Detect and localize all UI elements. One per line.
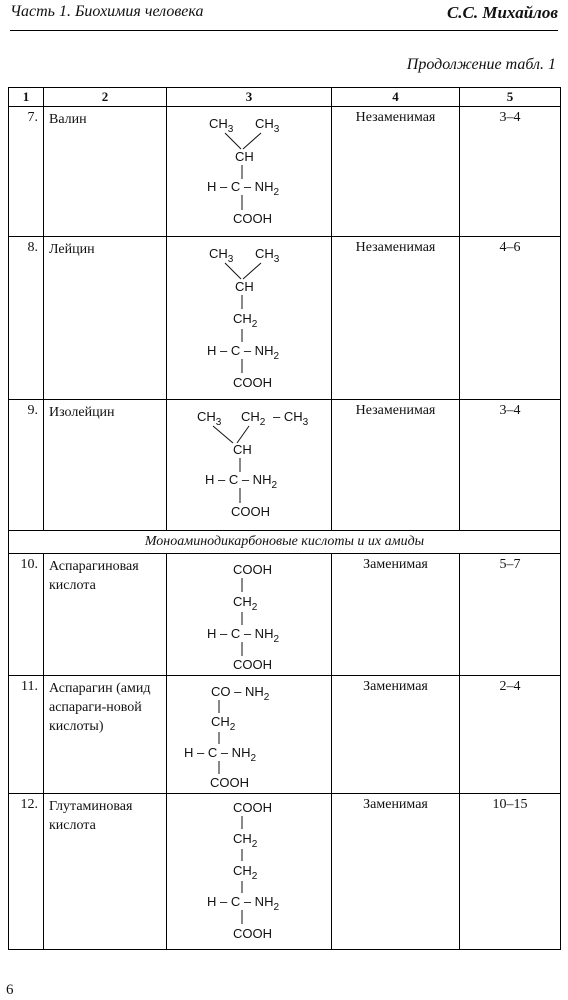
svg-text:CH3: $CH_3$	[209, 116, 234, 135]
structural-formula	[167, 107, 332, 237]
column-header: 4	[332, 88, 460, 107]
leucine-formula	[167, 237, 332, 397]
table-row	[9, 237, 561, 400]
amino-acid-name: Глутаминовая кислота	[44, 794, 167, 950]
row-number: 12.	[9, 794, 44, 950]
svg-text:H – C – NH2: H – C – $NH_2$	[184, 745, 257, 764]
amino-acid-name: Аспарагиновая кислота	[44, 554, 167, 676]
svg-text:CH: CH	[235, 279, 254, 294]
svg-text:CO – NH2: CO – $NH_2$	[211, 684, 270, 703]
amino-acid-name: Валин	[44, 107, 167, 237]
essentiality: Незаменимая	[332, 107, 460, 237]
column-header: 1	[9, 88, 44, 107]
svg-text:CH2: $CH_2$	[233, 863, 258, 882]
svg-text:COOH: COOH	[231, 504, 270, 519]
daily-requirement: 3–4	[460, 400, 561, 531]
table-row	[9, 794, 561, 950]
table-row	[9, 676, 561, 794]
svg-text:CH2: $CH_2$	[241, 409, 266, 428]
section-row	[9, 531, 561, 554]
svg-text:CH3: $CH_3$	[255, 246, 280, 265]
essentiality: Заменимая	[332, 554, 460, 676]
table-header-row	[9, 88, 561, 107]
svg-text:CH: CH	[233, 442, 252, 457]
amino-acid-name: Лейцин	[44, 237, 167, 400]
structural-formula	[167, 400, 332, 531]
column-header: 3	[167, 88, 332, 107]
svg-text:CH3: $CH_3$	[209, 246, 234, 265]
daily-requirement: 5–7	[460, 554, 561, 676]
asparagine-formula	[167, 676, 332, 792]
svg-text:COOH: COOH	[233, 926, 272, 941]
row-number: 10.	[9, 554, 44, 676]
svg-text:COOH: COOH	[233, 211, 272, 226]
daily-requirement: 3–4	[460, 107, 561, 237]
svg-text:COOH: COOH	[233, 562, 272, 577]
svg-text:COOH: COOH	[233, 657, 272, 672]
structural-formula	[167, 794, 332, 950]
svg-text:CH3: $CH_3$	[197, 409, 222, 428]
table-row	[9, 107, 561, 237]
daily-requirement: 4–6	[460, 237, 561, 400]
svg-text:COOH: COOH	[233, 375, 272, 390]
row-number: 8.	[9, 237, 44, 400]
essentiality: Незаменимая	[332, 400, 460, 531]
daily-requirement: 10–15	[460, 794, 561, 950]
structural-formula	[167, 676, 332, 794]
row-number: 9.	[9, 400, 44, 531]
svg-text:CH3: $CH_3$	[255, 116, 280, 135]
svg-text:H – C – NH2: H – C – $NH_2$	[207, 179, 280, 198]
amino-acid-table	[8, 87, 561, 950]
author-name: С.С. Михайлов	[446, 3, 558, 22]
section-title: Моноаминодикарбоновые кислоты и их амиды	[9, 531, 561, 554]
svg-text:COOH: COOH	[233, 800, 272, 815]
svg-text:H – C – NH2: H – C – $NH_2$	[207, 894, 280, 913]
svg-text:H – C – NH2: H – C – $NH_2$	[205, 472, 278, 491]
essentiality: Заменимая	[332, 794, 460, 950]
essentiality: Незаменимая	[332, 237, 460, 400]
structural-formula	[167, 237, 332, 400]
isoleucine-formula	[167, 400, 332, 528]
amino-acid-name: Изолейцин	[44, 400, 167, 531]
row-number: 7.	[9, 107, 44, 237]
table-continuation-label: Продолжение табл. 1	[406, 56, 556, 73]
page-header	[10, 0, 558, 31]
svg-text:CH2: $CH_2$	[233, 594, 258, 613]
aspartic-acid-formula	[167, 554, 332, 674]
amino-acid-name: Аспарагин (амид аспараги-новой кислоты)	[44, 676, 167, 794]
svg-text:CH2: $CH_2$	[211, 714, 236, 733]
table-row	[9, 554, 561, 676]
svg-text:H – C – NH2: H – C – $NH_2$	[207, 626, 280, 645]
page-number: 6	[6, 982, 14, 998]
column-header: 5	[460, 88, 561, 107]
svg-text:COOH: COOH	[210, 775, 249, 790]
daily-requirement: 2–4	[460, 676, 561, 794]
svg-text:CH2: $CH_2$	[233, 831, 258, 850]
svg-text:CH: CH	[235, 149, 254, 164]
table-row	[9, 400, 561, 531]
svg-text:CH2: $CH_2$	[233, 311, 258, 330]
structural-formula	[167, 554, 332, 676]
column-header: 2	[44, 88, 167, 107]
glutamic-acid-formula	[167, 794, 332, 948]
row-number: 11.	[9, 676, 44, 794]
svg-text:H – C – NH2: H – C – $NH_2$	[207, 343, 280, 362]
running-title: Часть 1. Биохимия человека	[10, 3, 204, 20]
essentiality: Заменимая	[332, 676, 460, 794]
valine-formula	[167, 107, 332, 235]
svg-text:– CH3: – $CH_3$	[273, 409, 309, 428]
